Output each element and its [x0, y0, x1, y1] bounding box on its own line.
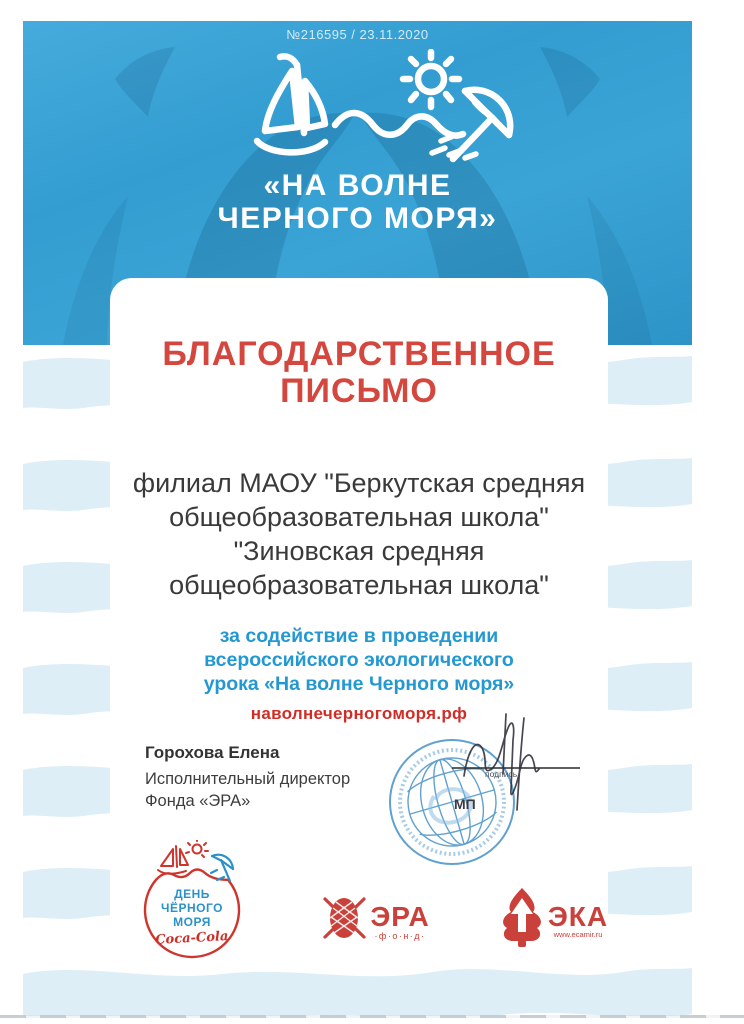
- campaign-title-line1: «НА ВОЛНЕ: [263, 169, 452, 202]
- campaign-title: [23, 169, 692, 235]
- era-name: ЭРА: [370, 901, 430, 932]
- coca-cola-brand: Coca-Cola: [154, 929, 229, 948]
- certificate-card: [110, 278, 609, 948]
- award-reason-line: за содействие в проведении: [219, 625, 499, 647]
- era-caption: ·ф·о·н·д·: [374, 931, 426, 941]
- signatory-role-line2: Фонда «ЭРА»: [145, 792, 251, 810]
- logo-sun-icon: [186, 840, 208, 857]
- signatory-name: Горохова Елена: [145, 743, 280, 762]
- award-reason-line: урока «На волне Черного моря»: [203, 673, 515, 695]
- document-number: №216595 / 23.11.2020: [286, 27, 429, 42]
- recipient-line: общеобразовательная школа": [169, 570, 549, 600]
- pinecone-icon: [325, 898, 364, 938]
- sea-logo-art: [235, 49, 515, 175]
- stamp-initials: МП: [454, 796, 476, 812]
- award-reason-line: всероссийского экологического: [204, 649, 514, 671]
- eka-name: ЭКА: [547, 901, 609, 932]
- partner-logos-row: [110, 838, 609, 948]
- campaign-title-line2: ЧЕРНОГО МОРЯ»: [217, 202, 498, 235]
- bsd-text-line3: МОРЯ: [173, 915, 211, 929]
- letter-title: [110, 336, 608, 410]
- recipient-name: [110, 466, 608, 602]
- black-sea-day-logo: [133, 840, 251, 962]
- wave-icon: [335, 113, 463, 136]
- scan-bottom-edge: [0, 1015, 744, 1018]
- bsd-text-line1: ДЕНЬ: [174, 887, 210, 901]
- tree-arrow-icon: [503, 888, 541, 947]
- sun-icon: [403, 52, 459, 107]
- sailboat-icon: [257, 56, 325, 152]
- recipient-line: филиал МАОУ "Беркутская средняя: [132, 468, 586, 498]
- recipient-line: общеобразовательная школа": [169, 502, 549, 532]
- logo-sailboat-icon: [158, 846, 188, 874]
- letter-title-line1: БЛАГОДАРСТВЕННОЕ: [162, 335, 556, 373]
- signatory-role-line1: Исполнительный директор: [145, 770, 351, 788]
- era-fund-logo: [320, 884, 435, 952]
- campaign-website: наволнечерногоморя.рф: [250, 704, 468, 723]
- signatory-block: [145, 742, 350, 812]
- award-reason: [110, 624, 608, 696]
- eka-logo: [490, 884, 615, 952]
- eka-caption: www.ecamir.ru: [553, 930, 603, 939]
- letter-title-line2: ПИСЬМО: [280, 372, 438, 410]
- bsd-text-line2: ЧЁРНОГО: [161, 901, 223, 915]
- recipient-line: "Зиновская средняя: [233, 536, 485, 566]
- signature-caption: подпись: [485, 769, 518, 779]
